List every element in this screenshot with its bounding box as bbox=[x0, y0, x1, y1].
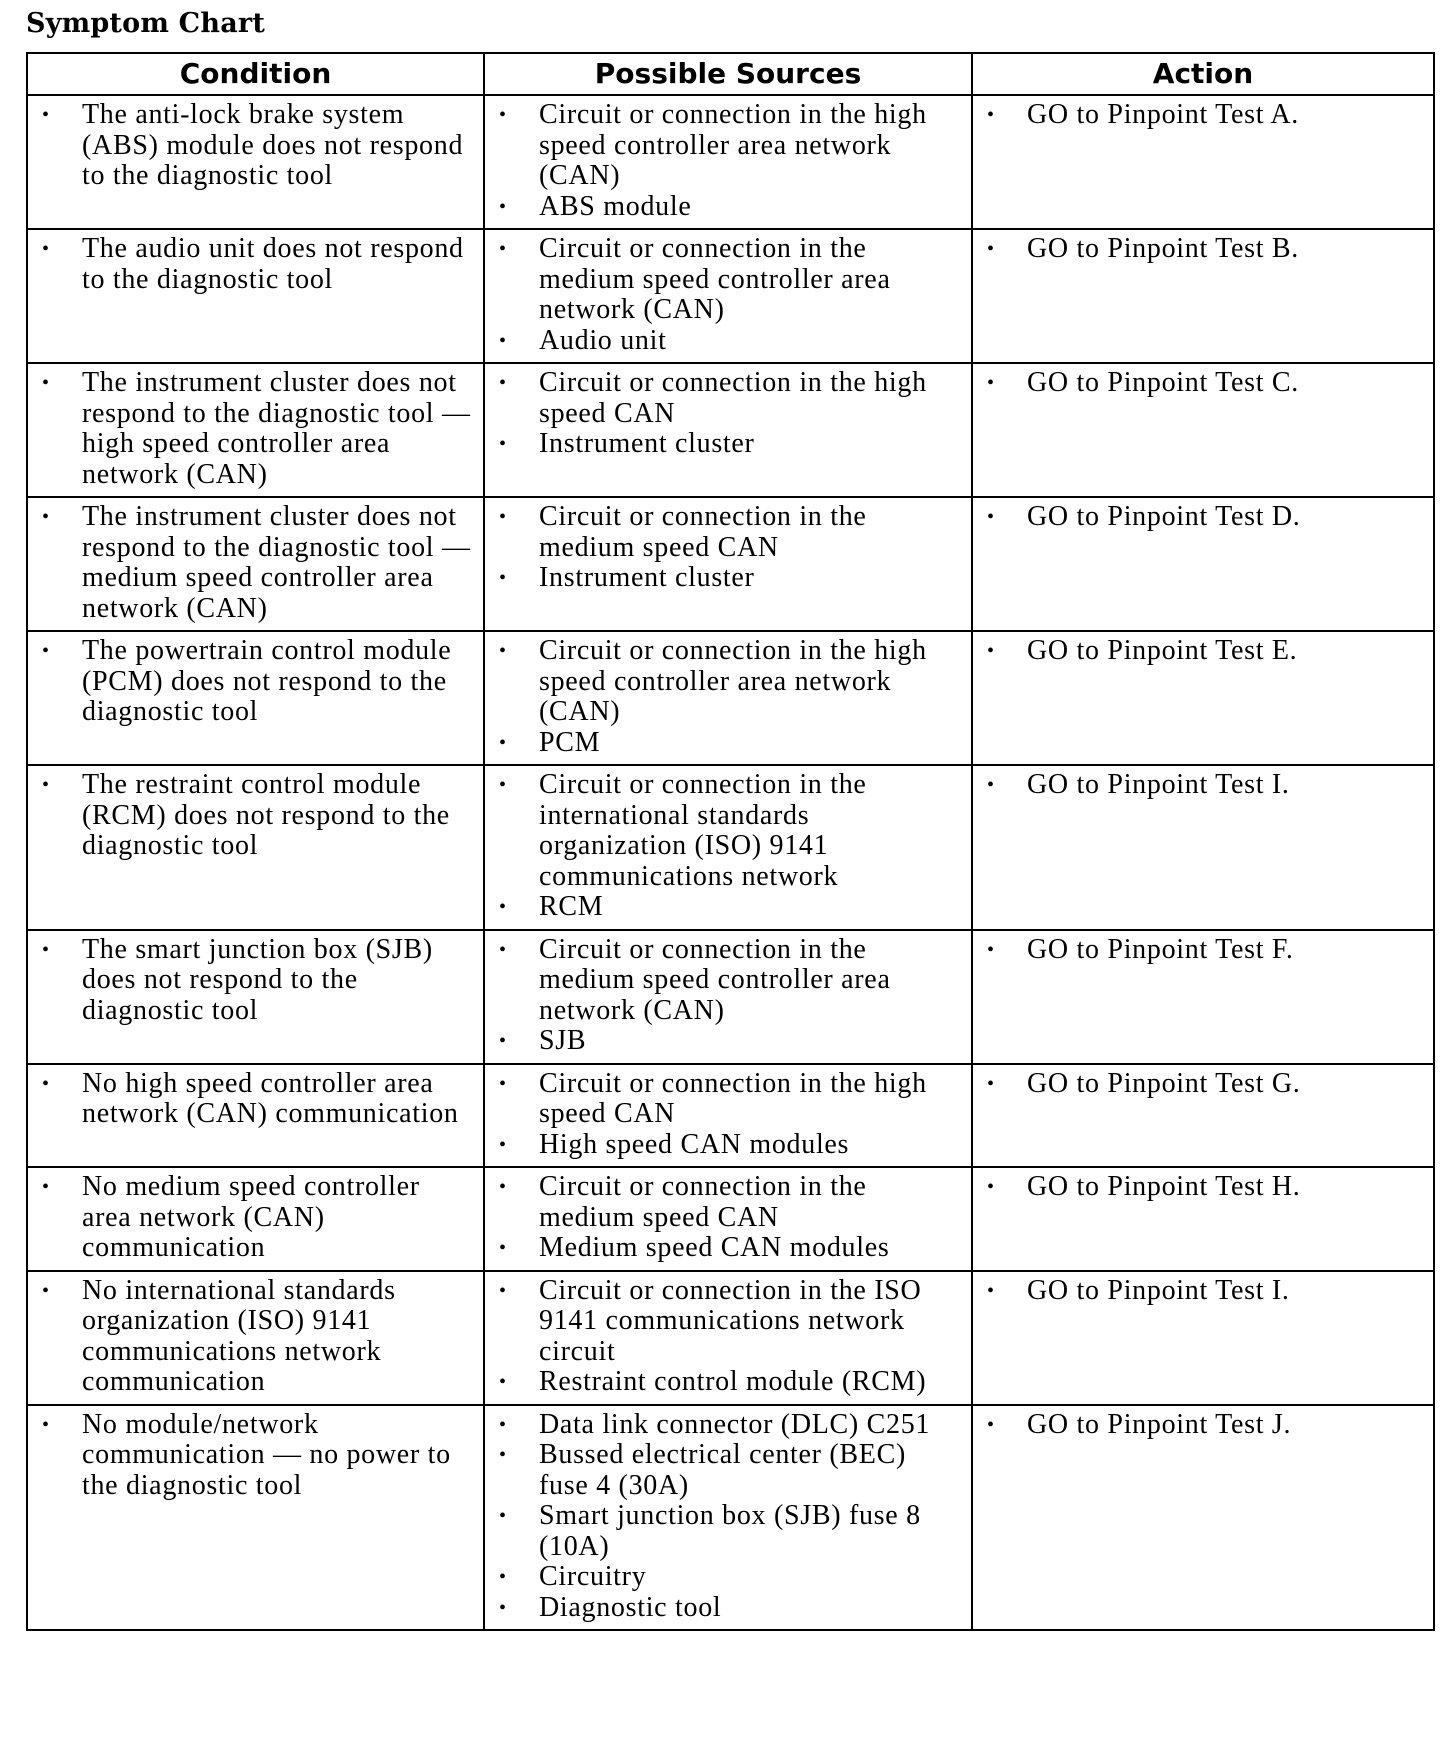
bullet-list bbox=[28, 1172, 475, 1264]
bullet-list bbox=[485, 935, 963, 1057]
list-item-text: GO to Pinpoint Test I. bbox=[1027, 1274, 1290, 1306]
bullet-list bbox=[485, 1276, 963, 1398]
list-item bbox=[485, 429, 963, 460]
list-item-text: High speed CAN modules bbox=[539, 1128, 850, 1160]
list-item bbox=[28, 1069, 475, 1130]
list-item bbox=[485, 502, 963, 563]
list-item-text: GO to Pinpoint Test F. bbox=[1027, 933, 1294, 965]
bullet-list bbox=[28, 368, 475, 490]
bullet-icon: • bbox=[499, 1371, 507, 1393]
bullet-icon: • bbox=[499, 640, 507, 662]
list-item bbox=[973, 636, 1425, 667]
list-item-text: The instrument cluster does not respond to the diagnostic tool — high speed controller area network (CAN) bbox=[82, 367, 471, 490]
bullet-list bbox=[973, 1410, 1425, 1441]
bullet-icon: • bbox=[42, 938, 50, 961]
bullet-list bbox=[973, 636, 1425, 667]
list-item bbox=[28, 1276, 475, 1398]
list-item bbox=[485, 1026, 963, 1057]
bullet-icon: • bbox=[987, 104, 995, 126]
list-item-text: Restraint control module (RCM) bbox=[539, 1366, 927, 1397]
list-item bbox=[485, 1276, 963, 1368]
bullet-list bbox=[973, 1172, 1425, 1203]
list-item bbox=[973, 935, 1425, 966]
bullet-icon: • bbox=[499, 1072, 507, 1095]
condition-cell bbox=[27, 1405, 484, 1631]
table-row bbox=[27, 363, 1434, 497]
list-item bbox=[28, 636, 475, 728]
bullet-icon: • bbox=[42, 1176, 50, 1198]
list-item bbox=[28, 770, 475, 862]
list-item-text: GO to Pinpoint Test A. bbox=[1027, 99, 1299, 130]
bullet-icon: • bbox=[987, 372, 995, 394]
list-item bbox=[28, 100, 475, 192]
list-item bbox=[485, 1440, 963, 1501]
list-item bbox=[28, 368, 475, 490]
bullet-list bbox=[973, 1069, 1425, 1100]
possible-sources-cell bbox=[484, 631, 972, 765]
symptom-chart-table bbox=[26, 52, 1435, 1631]
bullet-icon: • bbox=[499, 1444, 507, 1466]
condition-cell bbox=[27, 930, 484, 1064]
list-item bbox=[485, 770, 963, 892]
condition-cell bbox=[27, 229, 484, 363]
list-item-text: Circuit or connection in the medium speed controller area network (CAN) bbox=[539, 933, 891, 1026]
header-possible-sources: Possible Sources bbox=[484, 53, 972, 95]
action-cell bbox=[972, 1167, 1434, 1271]
list-item-text: Diagnostic tool bbox=[539, 1591, 722, 1623]
list-item-text: Circuit or connection in the high speed CAN bbox=[539, 367, 927, 429]
list-item-text: No international standards organization (ISO) 9141 communications network communication bbox=[82, 1274, 396, 1397]
possible-sources-cell bbox=[484, 1405, 972, 1631]
bullet-list bbox=[973, 234, 1425, 265]
list-item bbox=[485, 100, 963, 192]
condition-cell bbox=[27, 363, 484, 497]
list-item-text: No module/network communication — no power to the diagnostic tool bbox=[82, 1408, 451, 1501]
bullet-list bbox=[485, 100, 963, 222]
list-item-text: Circuit or connection in the ISO 9141 communications network circuit bbox=[539, 1274, 922, 1367]
list-item-text: GO to Pinpoint Test I. bbox=[1027, 769, 1290, 800]
list-item bbox=[485, 1410, 963, 1441]
list-item bbox=[485, 1562, 963, 1593]
list-item-text: Circuitry bbox=[539, 1561, 647, 1592]
condition-cell bbox=[27, 1167, 484, 1271]
list-item bbox=[485, 234, 963, 326]
bullet-icon: • bbox=[42, 774, 50, 796]
list-item-text: Circuit or connection in the high speed controller area network (CAN) bbox=[539, 635, 927, 727]
table-row bbox=[27, 229, 1434, 363]
page-title: Symptom Chart bbox=[26, 8, 265, 39]
bullet-icon: • bbox=[499, 329, 507, 352]
bullet-icon: • bbox=[499, 774, 507, 796]
list-item bbox=[28, 1410, 475, 1502]
bullet-icon: • bbox=[499, 1596, 507, 1619]
bullet-icon: • bbox=[987, 774, 995, 796]
bullet-icon: • bbox=[499, 1279, 507, 1302]
bullet-list bbox=[28, 770, 475, 862]
bullet-icon: • bbox=[987, 238, 995, 260]
list-item bbox=[485, 368, 963, 429]
bullet-list bbox=[28, 100, 475, 192]
bullet-icon: • bbox=[987, 1279, 995, 1302]
bullet-icon: • bbox=[987, 1176, 995, 1198]
action-cell bbox=[972, 497, 1434, 631]
action-cell bbox=[972, 363, 1434, 497]
list-item bbox=[973, 234, 1425, 265]
bullet-icon: • bbox=[499, 1176, 507, 1198]
bullet-list bbox=[485, 368, 963, 460]
action-cell bbox=[972, 765, 1434, 930]
bullet-icon: • bbox=[42, 238, 50, 260]
bullet-list bbox=[28, 1069, 475, 1130]
list-item-text: The audio unit does not respond to the diagnostic tool bbox=[82, 233, 464, 295]
list-item bbox=[973, 770, 1425, 801]
table-header-row bbox=[27, 53, 1434, 95]
list-item-text: The powertrain control module (PCM) does not respond to the diagnostic tool bbox=[82, 635, 452, 727]
bullet-list bbox=[28, 636, 475, 728]
table-row bbox=[27, 765, 1434, 930]
bullet-icon: • bbox=[499, 1566, 507, 1588]
bullet-icon: • bbox=[499, 896, 507, 918]
bullet-icon: • bbox=[499, 1413, 507, 1436]
possible-sources-cell bbox=[484, 1167, 972, 1271]
list-item bbox=[973, 1069, 1425, 1100]
bullet-icon: • bbox=[987, 506, 995, 528]
list-item bbox=[485, 563, 963, 594]
possible-sources-cell bbox=[484, 1064, 972, 1168]
possible-sources-cell bbox=[484, 363, 972, 497]
list-item-text: Medium speed CAN modules bbox=[539, 1232, 890, 1263]
table-body bbox=[27, 95, 1434, 1630]
bullet-list bbox=[485, 502, 963, 594]
bullet-list bbox=[28, 1410, 475, 1502]
bullet-icon: • bbox=[42, 1072, 50, 1095]
table-row bbox=[27, 631, 1434, 765]
list-item bbox=[485, 892, 963, 923]
bullet-list bbox=[28, 502, 475, 624]
list-item bbox=[973, 368, 1425, 399]
action-cell bbox=[972, 631, 1434, 765]
table-row bbox=[27, 1405, 1434, 1631]
list-item-text: No high speed controller area network (CAN) communication bbox=[82, 1067, 459, 1129]
list-item bbox=[485, 1130, 963, 1161]
list-item-text: GO to Pinpoint Test B. bbox=[1027, 233, 1299, 264]
list-item-text: Instrument cluster bbox=[539, 428, 755, 459]
list-item bbox=[485, 1501, 963, 1562]
list-item-text: SJB bbox=[539, 1025, 587, 1056]
header-action: Action bbox=[972, 53, 1434, 95]
list-item bbox=[485, 636, 963, 728]
bullet-list bbox=[485, 1069, 963, 1161]
action-cell bbox=[972, 1064, 1434, 1168]
list-item bbox=[28, 1172, 475, 1264]
list-item-text: GO to Pinpoint Test E. bbox=[1027, 635, 1298, 666]
bullet-icon: • bbox=[42, 104, 50, 126]
bullet-icon: • bbox=[42, 640, 50, 662]
list-item-text: The anti-lock brake system (ABS) module does not respond to the diagnostic tool bbox=[82, 99, 464, 191]
condition-cell bbox=[27, 95, 484, 229]
bullet-icon: • bbox=[499, 506, 507, 528]
list-item-text: RCM bbox=[539, 891, 604, 922]
list-item bbox=[973, 1276, 1425, 1307]
list-item-text: Instrument cluster bbox=[539, 562, 755, 593]
bullet-icon: • bbox=[499, 1505, 507, 1527]
condition-cell bbox=[27, 497, 484, 631]
bullet-list bbox=[28, 1276, 475, 1398]
bullet-icon: • bbox=[499, 1237, 507, 1259]
list-item bbox=[485, 1367, 963, 1398]
list-item-text: Circuit or connection in the international standards organization (ISO) 9141 communications network bbox=[539, 769, 867, 892]
list-item-text: Circuit or connection in the medium speed CAN bbox=[539, 501, 867, 563]
bullet-icon: • bbox=[499, 372, 507, 394]
bullet-list bbox=[973, 770, 1425, 801]
list-item bbox=[973, 502, 1425, 533]
list-item-text: GO to Pinpoint Test C. bbox=[1027, 367, 1299, 398]
list-item-text: GO to Pinpoint Test H. bbox=[1027, 1171, 1301, 1202]
table-row bbox=[27, 1271, 1434, 1405]
bullet-icon: • bbox=[499, 1133, 507, 1156]
bullet-list bbox=[973, 1276, 1425, 1307]
possible-sources-cell bbox=[484, 1271, 972, 1405]
bullet-list bbox=[485, 1172, 963, 1264]
possible-sources-cell bbox=[484, 95, 972, 229]
bullet-list bbox=[973, 100, 1425, 131]
bullet-icon: • bbox=[987, 1413, 995, 1436]
table-row bbox=[27, 1064, 1434, 1168]
list-item-text: Audio unit bbox=[539, 324, 667, 356]
list-item-text: GO to Pinpoint Test J. bbox=[1027, 1408, 1292, 1440]
table-row bbox=[27, 497, 1434, 631]
bullet-icon: • bbox=[499, 104, 507, 126]
bullet-icon: • bbox=[42, 372, 50, 394]
list-item bbox=[485, 192, 963, 223]
bullet-icon: • bbox=[42, 1279, 50, 1302]
condition-cell bbox=[27, 1271, 484, 1405]
action-cell bbox=[972, 95, 1434, 229]
list-item-text: Circuit or connection in the medium speed controller area network (CAN) bbox=[539, 233, 891, 325]
bullet-icon: • bbox=[987, 938, 995, 961]
possible-sources-cell bbox=[484, 497, 972, 631]
list-item bbox=[485, 1233, 963, 1264]
bullet-icon: • bbox=[499, 938, 507, 961]
bullet-icon: • bbox=[499, 567, 507, 589]
bullet-list bbox=[28, 234, 475, 295]
header-condition: Condition bbox=[27, 53, 484, 95]
action-cell bbox=[972, 1271, 1434, 1405]
list-item bbox=[973, 100, 1425, 131]
list-item-text: GO to Pinpoint Test D. bbox=[1027, 501, 1301, 532]
list-item-text: The restraint control module (RCM) does not respond to the diagnostic tool bbox=[82, 769, 450, 861]
bullet-icon: • bbox=[499, 238, 507, 260]
bullet-list bbox=[485, 636, 963, 758]
list-item-text: Circuit or connection in the medium speed CAN bbox=[539, 1171, 867, 1233]
list-item bbox=[973, 1410, 1425, 1441]
list-item bbox=[485, 1172, 963, 1233]
list-item bbox=[485, 326, 963, 357]
list-item-text: ABS module bbox=[539, 190, 692, 222]
list-item-text: Bussed electrical center (BEC) fuse 4 (30A) bbox=[539, 1439, 906, 1501]
list-item-text: GO to Pinpoint Test G. bbox=[1027, 1067, 1301, 1099]
bullet-icon: • bbox=[987, 640, 995, 662]
list-item-text: The instrument cluster does not respond to the diagnostic tool — medium speed controller area network (CAN) bbox=[82, 501, 471, 624]
bullet-icon: • bbox=[499, 1030, 507, 1052]
bullet-list bbox=[485, 234, 963, 356]
table-row bbox=[27, 95, 1434, 229]
list-item-text: No medium speed controller area network (CAN) communication bbox=[82, 1171, 420, 1263]
list-item-text: Data link connector (DLC) C251 bbox=[539, 1408, 931, 1440]
list-item-text: Circuit or connection in the high speed CAN bbox=[539, 1067, 927, 1129]
bullet-icon: • bbox=[987, 1072, 995, 1095]
list-item-text: Circuit or connection in the high speed controller area network (CAN) bbox=[539, 99, 927, 191]
condition-cell bbox=[27, 765, 484, 930]
bullet-icon: • bbox=[499, 433, 507, 455]
bullet-list bbox=[973, 935, 1425, 966]
bullet-list bbox=[485, 770, 963, 923]
list-item bbox=[973, 1172, 1425, 1203]
list-item bbox=[485, 1593, 963, 1624]
bullet-list bbox=[973, 368, 1425, 399]
list-item-text: PCM bbox=[539, 726, 601, 758]
bullet-list bbox=[485, 1410, 963, 1624]
table-row bbox=[27, 1167, 1434, 1271]
bullet-list bbox=[973, 502, 1425, 533]
list-item bbox=[28, 234, 475, 295]
list-item bbox=[485, 1069, 963, 1130]
possible-sources-cell bbox=[484, 765, 972, 930]
possible-sources-cell bbox=[484, 229, 972, 363]
list-item bbox=[485, 935, 963, 1027]
list-item bbox=[28, 502, 475, 624]
list-item-text: Smart junction box (SJB) fuse 8 (10A) bbox=[539, 1500, 921, 1562]
list-item bbox=[485, 728, 963, 759]
bullet-icon: • bbox=[42, 1413, 50, 1436]
action-cell bbox=[972, 1405, 1434, 1631]
bullet-icon: • bbox=[499, 195, 507, 218]
condition-cell bbox=[27, 1064, 484, 1168]
table-row bbox=[27, 930, 1434, 1064]
bullet-icon: • bbox=[42, 506, 50, 528]
condition-cell bbox=[27, 631, 484, 765]
bullet-icon: • bbox=[499, 731, 507, 754]
action-cell bbox=[972, 229, 1434, 363]
list-item bbox=[28, 935, 475, 1027]
possible-sources-cell bbox=[484, 930, 972, 1064]
bullet-list bbox=[28, 935, 475, 1027]
list-item-text: The smart junction box (SJB) does not respond to the diagnostic tool bbox=[82, 933, 433, 1026]
action-cell bbox=[972, 930, 1434, 1064]
